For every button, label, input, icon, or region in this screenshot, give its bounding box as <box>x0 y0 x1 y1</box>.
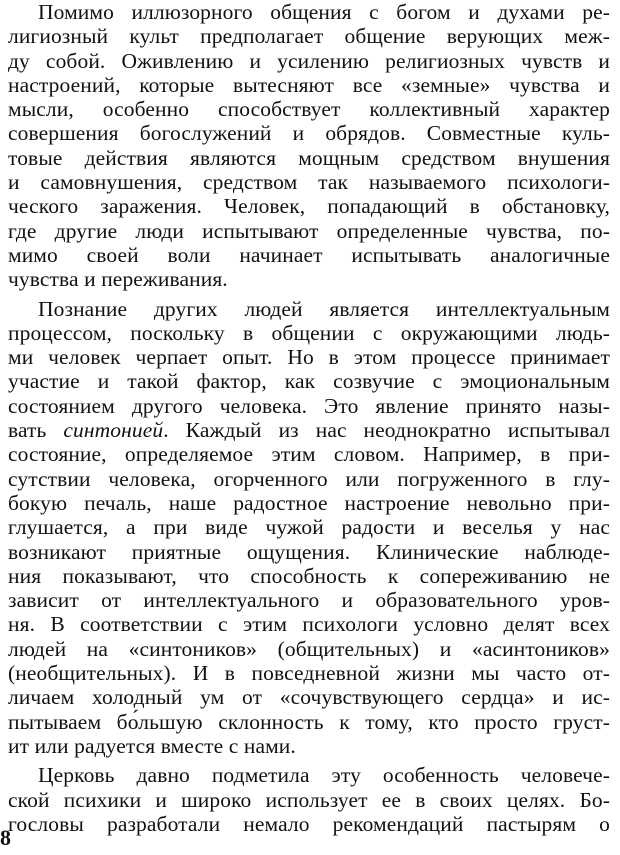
text-line: сутствии человека, огорченного или погруженного в глу- <box>8 466 610 491</box>
text-line: лигиозный культ предполагает общение верующих меж- <box>8 24 610 49</box>
page-number: 8 <box>0 825 11 850</box>
text-line: участие и такой фактор, как созвучие с эмоциональным <box>8 369 610 394</box>
text-line: ит или радуется вместе с нами. <box>8 733 296 758</box>
text-line: зависит от интеллектуального и образовательного уров- <box>8 588 610 613</box>
text-line: чувства и переживания. <box>8 267 228 292</box>
text-line: ду собой. Оживлению и усилению религиозных чувств и <box>8 48 610 73</box>
text-line: бокую печаль, наше радостное настроение невольно при- <box>8 490 610 515</box>
text-line: ской психики и широко использует ее в своих целях. Бо- <box>8 787 610 812</box>
text-line: товые действия являются мощным средством внушения <box>8 145 610 170</box>
text-line: настроений, которые вытесняют все «земные» чувства и <box>8 72 610 97</box>
text-line: людей на «синтоников» (общительных) и «асинтоников» <box>8 636 610 661</box>
text-line: Церковь давно подметила эту особенность человече- <box>38 763 610 788</box>
italic-term: синтонией <box>63 418 164 443</box>
text-line: возникают приятные ощущения. Клинические наблюде- <box>8 539 610 564</box>
paragraph-3 <box>8 763 610 836</box>
text-line: (необщительных). И в повседневной жизни мы часто от- <box>8 661 610 686</box>
paragraph-2 <box>8 297 610 759</box>
text-line: Помимо иллюзорного общения с богом и духами ре- <box>38 0 610 24</box>
text-line: и самовнушения, средством так называемого психологи- <box>8 170 610 195</box>
text-line: где другие люди испытывают определенные чувства, по- <box>8 218 610 243</box>
text-line: мысли, особенно способствует коллективный характер <box>8 97 610 122</box>
text-line: вать синтонией. Каждый из нас неоднократно испытывал <box>8 418 610 443</box>
text-line: состояние, определяемое этим словом. Например, в при- <box>8 442 610 467</box>
text-line: ния показывают, что способность к сопереживанию не <box>8 563 610 588</box>
paragraph-1 <box>8 0 610 292</box>
text-line: совершения богослужений и обрядов. Совместные куль- <box>8 121 610 146</box>
text-line: гословы разработали немало рекомендаций пастырям о <box>8 811 610 836</box>
text-line: состоянием другого человека. Это явление принято назы- <box>8 393 610 418</box>
text-line: Познание других людей является интеллектуальным <box>38 296 610 321</box>
text-line: ми человек черпает опыт. Но в этом процессе принимает <box>8 345 610 370</box>
text-line: глушается, а при виде чужой радости и веселья у нас <box>8 515 610 540</box>
text-line: ческого заражения. Человек, попадающий в обстановку, <box>8 194 610 219</box>
text-line: процессом, поскольку в общении с окружающими людь- <box>8 320 610 345</box>
text-line: мимо своей воли начинает испытывать аналогичные <box>8 242 610 267</box>
text-line: пытываем бо́льшую склонность к тому, кто просто груст- <box>8 709 610 734</box>
text-line: личаем холодный ум от «сочувствующего сердца» и ис- <box>8 685 610 710</box>
text-line: ня. В соответствии с этим психологи условно делят всех <box>8 612 610 637</box>
body-text <box>8 0 610 836</box>
